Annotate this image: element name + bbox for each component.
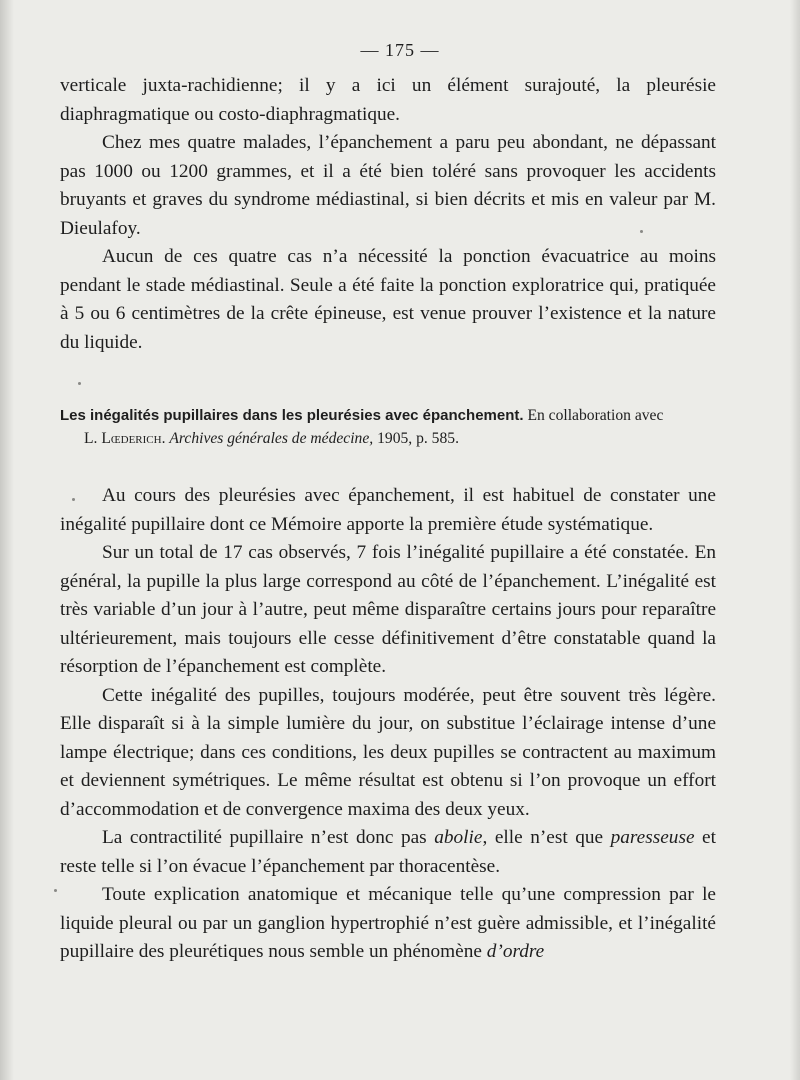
paragraph-p-ponction: Aucun de ces quatre cas n’a nécessité la ponction évacuatrice au moins pendant le stade médiastinal. Seule a été faite la ponction exploratrice qui, pratiquée à 5 ou 6 centimètres de la crête épineuse, est venue prouver l’existence et la nature du liquide. [60, 246, 716, 353]
page-number: — 175 — [360, 40, 440, 60]
scan-speck [72, 498, 75, 501]
citation-block [60, 404, 716, 450]
explication-part1: Toute explication anatomique et mécanique telle qu’une compression par le liquide pleural ou par un ganglion hypertrophié n’est guère admissible, et l’inégalité pupillaire des pleurétiques nous semble un phénomène [60, 884, 716, 962]
memoire-paragraphs [60, 482, 716, 824]
citation-collab: En collaboration avec [527, 407, 664, 424]
scan-speck [54, 889, 57, 892]
contractilite-part2: , elle n’est que [482, 827, 611, 848]
contractilite-part3: et reste telle si l’on évacue l’épanchement par thoracentèse. [60, 827, 716, 877]
paragraph-p-total: Sur un total de 17 cas observés, 7 fois l’inégalité pupillaire a été constatée. En général, la pupille la plus large correspond au côté de l’épanchement. L’inégalité est très variable d’un jour à l’autre, peut même disparaître certains jours pour reparaître ultérieurement, mais toujours elle cesse définitivement d’être constatable quand la résorption de l’épanchement est complète. [60, 542, 716, 677]
paragraph-explication [60, 881, 716, 967]
paragraph-p-quatre-malades: Chez mes quatre malades, l’épanchement a paru peu abondant, ne dépassant pas 1000 ou 1200 grammes, et il a été bien toléré sans provoquer les accidents bruyants et graves du syndrome médiastinal, si bien décrits et mis en valeur par M. Dieulafoy. [60, 132, 716, 239]
text-block-top [60, 72, 716, 357]
contractilite-part1: La contractilité pupillaire n’est donc pas [102, 827, 435, 848]
word-dordre: d’ordre [486, 941, 545, 962]
paragraph-p-continuation: verticale juxta-rachidienne; il y a ici un élément surajouté, la pleurésie diaphragmatique ou costo-diaphragmatique. [60, 75, 716, 125]
word-abolie: abolie [434, 827, 483, 848]
paragraph-contractilite [60, 824, 716, 881]
scan-speck [78, 382, 81, 385]
citation-line-2 [60, 427, 716, 450]
paragraph-p-moderee: Cette inégalité des pupilles, toujours modérée, peut être souvent très légère. Elle disparaît si à la simple lumière du jour, on substitue l’éclairage intense d’une lampe électrique; dans ces conditions, les deux pupilles se contractent au maximum et deviennent symétriques. Le même résultat est obtenu si l’on provoque un effort d’accommodation et de convergence maxima des deux yeux. [60, 684, 716, 820]
citation-year-page: 1905, p. 585. [377, 430, 459, 447]
citation-author: L. Lœderich. [84, 430, 166, 447]
citation-title: Les inégalités pupillaires dans les pleurésies avec épanchement. [60, 407, 524, 424]
word-paresseuse: paresseuse [610, 827, 695, 848]
citation-journal: Archives générales de médecine, [169, 430, 374, 447]
paragraph-p-au-cours: Au cours des pleurésies avec épanchement, il est habituel de constater une inégalité pupillaire dont ce Mémoire apporte la première étude systématique. [60, 485, 716, 535]
citation-line-1 [60, 404, 716, 427]
scan-speck [640, 230, 643, 233]
text-block-bottom [60, 482, 716, 967]
